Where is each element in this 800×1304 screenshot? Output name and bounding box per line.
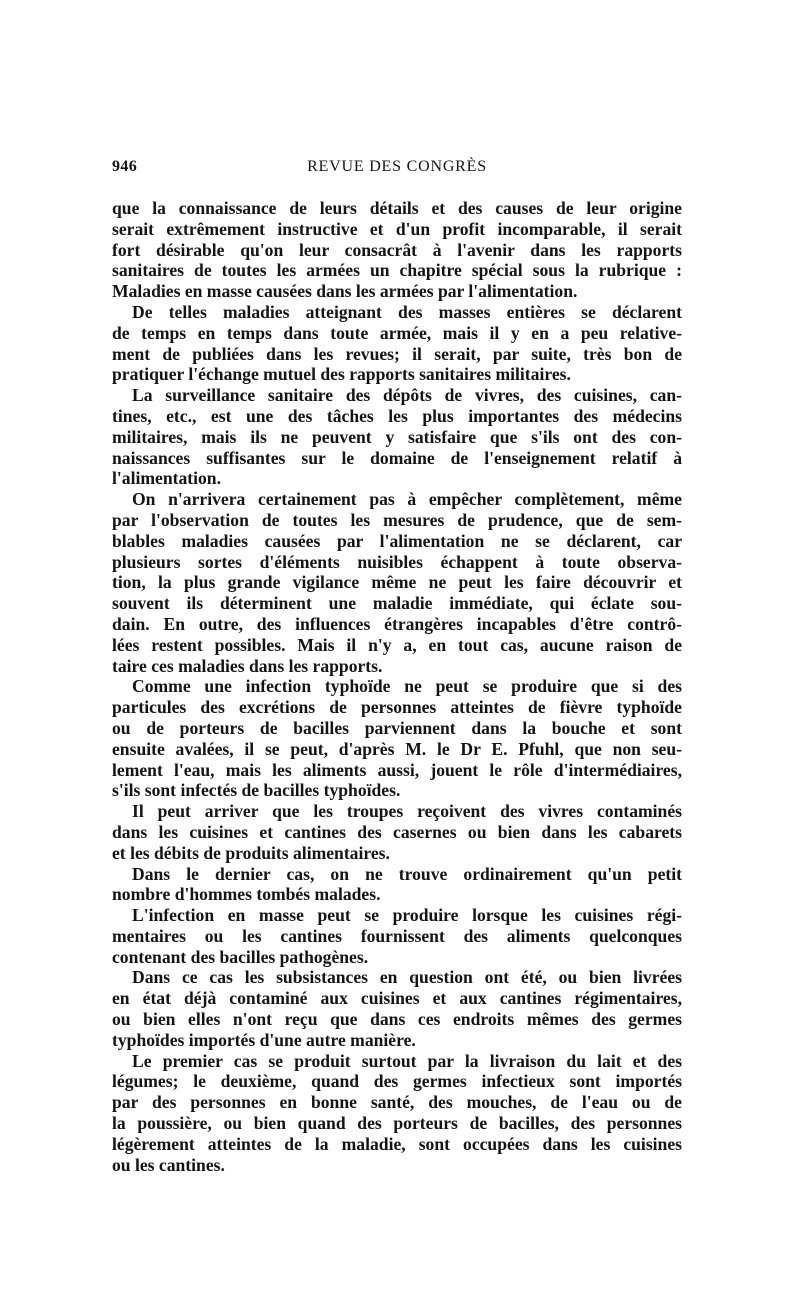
text-line: la poussière, ou bien quand des porteurs de bacilles, des personnes (112, 1113, 682, 1134)
text-line: particules des excrétions de personnes atteintes de fièvre typhoïde (112, 697, 682, 718)
text-line: L'infection en masse peut se produire lorsque les cuisines régi- (132, 905, 682, 926)
text-line: blables maladies causées par l'alimentation ne se déclarent, car (112, 530, 682, 551)
text-line: ou de porteurs de bacilles parviennent dans la bouche et sont (112, 717, 682, 738)
text-line: tines, etc., est une des tâches les plus importantes des médecins (112, 405, 682, 426)
text-line: s'ils sont infectés de bacilles typhoïdes. (112, 780, 401, 801)
paragraph (112, 905, 682, 967)
text-line: Dans le dernier cas, on ne trouve ordinairement qu'un petit (132, 863, 682, 884)
text-line: et les débits de produits alimentaires. (112, 842, 390, 863)
paragraph (112, 302, 682, 385)
text-line: en état déjà contaminé aux cuisines et aux cantines régimentaires, (112, 988, 682, 1009)
body-text (112, 198, 682, 1175)
text-line: ou bien elles n'ont reçu que dans ces endroits mêmes des germes (112, 1009, 682, 1030)
text-line: Maladies en masse causées dans les armées par l'alimentation. (112, 281, 578, 302)
text-line: de temps en temps dans toute armée, mais il y en a peu relative- (112, 322, 682, 343)
text-line: ou les cantines. (112, 1154, 225, 1175)
text-line: On n'arrivera certainement pas à empêcher complètement, même (132, 489, 682, 510)
paragraph (112, 801, 682, 863)
text-line: dans les cuisines et cantines des casernes ou bien dans les cabarets (112, 821, 682, 842)
paragraph (112, 1051, 682, 1176)
text-line: pratiquer l'échange mutuel des rapports sanitaires militaires. (112, 364, 571, 385)
text-line: par des personnes en bonne santé, des mouches, de l'eau ou de (112, 1092, 682, 1113)
page-number: 946 (112, 158, 138, 175)
text-line: taire ces maladies dans les rapports. (112, 655, 383, 676)
text-line: lées restent possibles. Mais il n'y a, en tout cas, aucune raison de (112, 634, 682, 655)
text-line: tion, la plus grande vigilance même ne peut les faire découvrir et (112, 572, 682, 593)
text-line: typhoïdes importés d'une autre manière. (112, 1029, 416, 1050)
paragraph (112, 967, 682, 1050)
paragraph (112, 385, 682, 489)
text-line: mentaires ou les cantines fournissent des aliments quelconques (112, 925, 682, 946)
text-line: ment de publiées dans les revues; il serait, par suite, très bon de (112, 343, 682, 364)
text-line: De telles maladies atteignant des masses entières se déclarent (132, 301, 682, 322)
text-line: lement l'eau, mais les aliments aussi, jouent le rôle d'intermédiaires, (112, 759, 682, 780)
text-line: légèrement atteintes de la maladie, sont occupées dans les cuisines (112, 1133, 682, 1154)
text-line: que la connaissance de leurs détails et des causes de leur origine (112, 198, 682, 218)
text-line: l'alimentation. (112, 468, 221, 489)
text-line: Il peut arriver que les troupes reçoivent des vivres contaminés (132, 801, 682, 822)
text-line: dain. En outre, des influences étrangères incapables d'être contrô- (112, 613, 682, 634)
text-line: militaires, mais ils ne peuvent y satisfaire que s'ils ont des con- (112, 426, 682, 447)
text-line: La surveillance sanitaire des dépôts de vivres, des cuisines, can- (132, 385, 682, 406)
text-line: plusieurs sortes d'éléments nuisibles échappent à toute observa- (112, 551, 682, 572)
text-line: Dans ce cas les subsistances en question ont été, ou bien livrées (132, 967, 682, 988)
text-line: serait extrêmement instructive et d'un profit incomparable, il serait (112, 218, 682, 239)
text-line: souvent ils déterminent une maladie immédiate, qui éclate sou- (112, 593, 682, 614)
text-line: sanitaires de toutes les armées un chapitre spécial sous la rubrique : (112, 260, 682, 281)
text-line: Comme une infection typhoïde ne peut se produire que si des (132, 676, 682, 697)
text-line: ensuite avalées, il se peut, d'après M. le Dr E. Pfuhl, que non seu- (112, 738, 682, 759)
text-line: naissances suffisantes sur le domaine de l'enseignement relatif à (112, 447, 682, 468)
document-page (112, 158, 682, 1175)
text-line: légumes; le deuxième, quand des germes infectieux sont importés (112, 1071, 682, 1092)
paragraph (112, 864, 682, 906)
paragraph (112, 489, 682, 676)
text-line: contenant des bacilles pathogènes. (112, 946, 369, 967)
text-line: par l'observation de toutes les mesures de prudence, que de sem- (112, 509, 682, 530)
running-header (112, 158, 682, 184)
text-line: Le premier cas se produit surtout par la livraison du lait et des (132, 1050, 682, 1071)
paragraph (112, 198, 682, 302)
paragraph (112, 676, 682, 801)
text-line: fort désirable qu'on leur consacrât à l'avenir dans les rapports (112, 239, 682, 260)
text-line: nombre d'hommes tombés malades. (112, 884, 381, 905)
journal-title: REVUE DES CONGRÈS (307, 158, 487, 175)
